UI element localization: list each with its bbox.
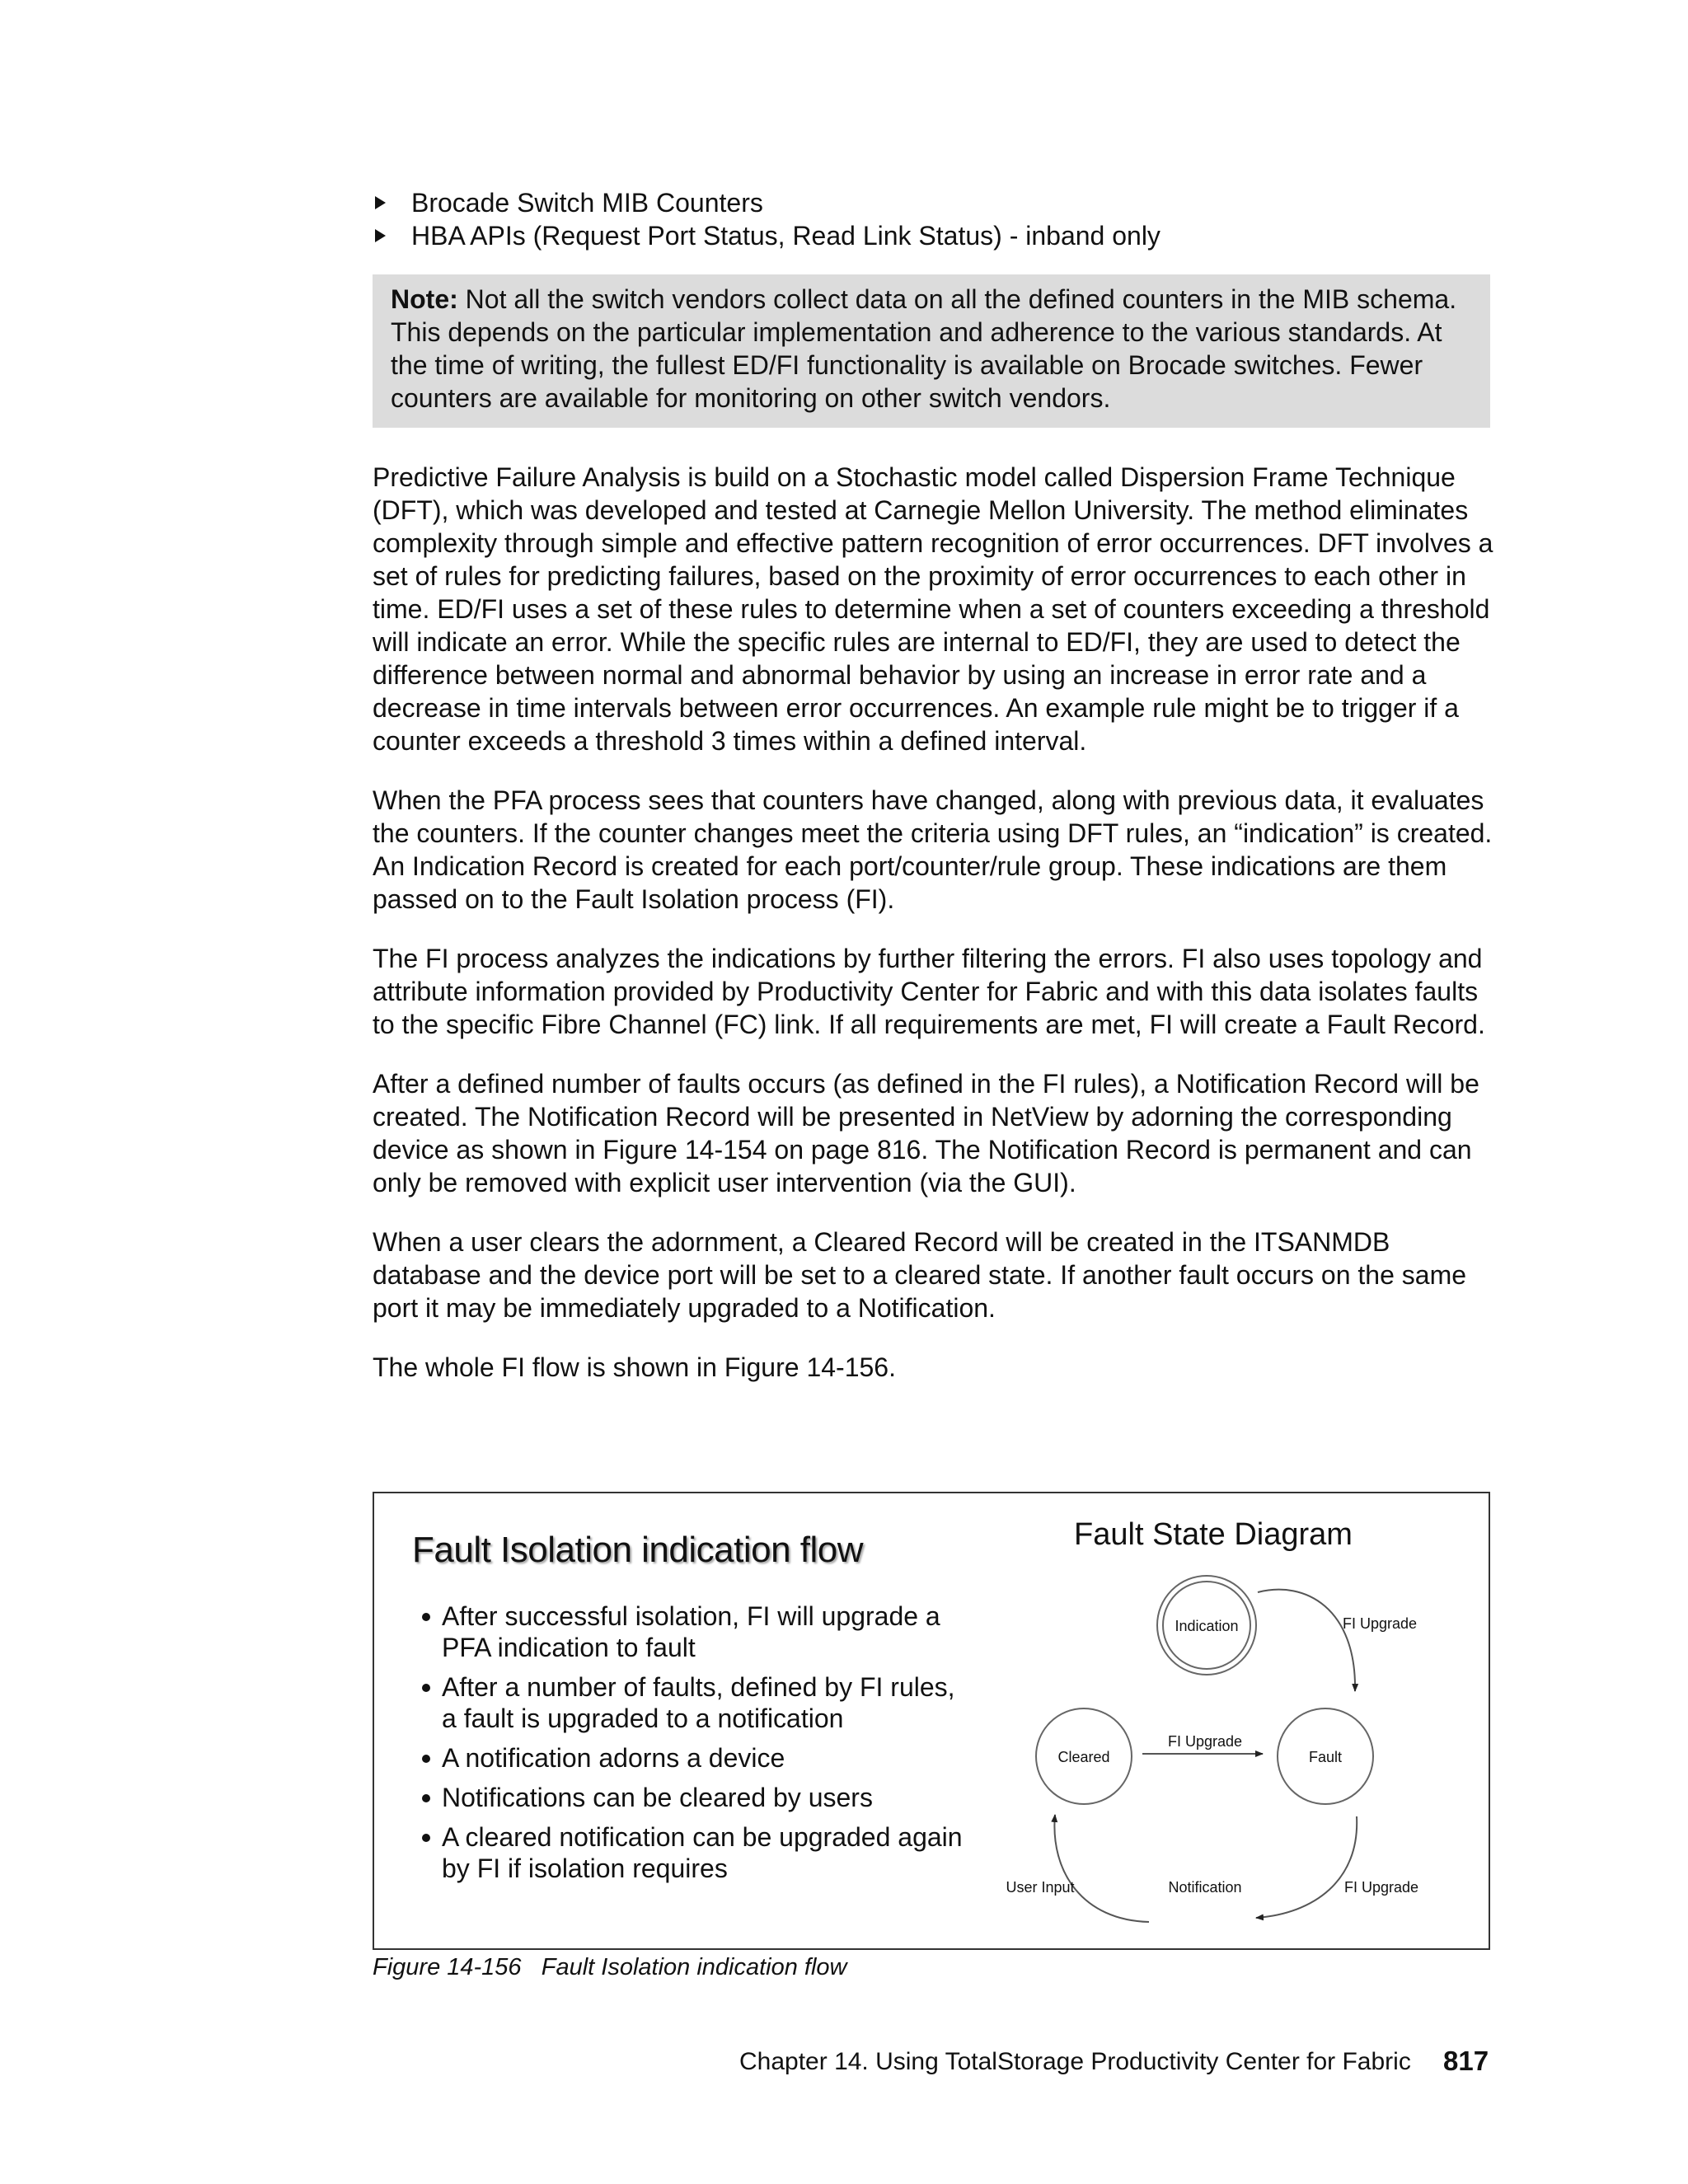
caption-text: Fault Isolation indication flow — [541, 1954, 847, 1980]
state-cleared — [1036, 1708, 1132, 1804]
state-fault-label: Fault — [1308, 1749, 1343, 1765]
arrow-fault-to-notification — [1256, 1816, 1357, 1918]
arrow-indication-to-fault — [1258, 1590, 1355, 1691]
caption-number: Figure 14-156 — [373, 1954, 522, 1980]
note-label: Note: — [391, 284, 458, 314]
paragraph-cleared: When a user clears the adornment, a Cleared Record will be created in the ITSANMDB database and the device port will be set to a cleared state. If another fault occurs on the same port it may be immediately upgraded to a Notification. — [373, 1227, 1467, 1323]
figure-title: Fault Isolation indication flow — [412, 1530, 864, 1570]
body-text — [373, 461, 1493, 1410]
paragraph-pfa-process: When the PFA process sees that counters have changed, along with previous data, it evaluates the counters. If the counter changes meet the criteria using DFT rules, an “indication” is created. An Indication Record is created for each port/counter/rule group. These indications are them passed on to the Fault Isolation process (FI). — [373, 785, 1493, 914]
triangle-bullet-icon — [375, 229, 386, 242]
transition-notification-to-cleared-label: User Input — [1006, 1879, 1075, 1896]
state-cleared-label: Cleared — [1057, 1749, 1110, 1765]
figure-bullet-text: Notifications can be cleared by users — [442, 1783, 873, 1812]
transition-fault-to-notification-label: FI Upgrade — [1343, 1879, 1419, 1896]
bullet-text: Brocade Switch MIB Counters — [411, 188, 763, 218]
note-text: Not all the switch vendors collect data on all the defined counters in the MIB schema. This depends on the particular implementation and adherence to the various standards. At the time of writing, the fullest ED/FI functionality is available on Brocade switches. Fewer counters are available for monitoring on other switch vendors. — [391, 284, 1457, 413]
figure-bullet-text: After a number of faults, defined by FI rules, a fault is upgraded to a notification — [442, 1672, 955, 1733]
page-number: 817 — [1443, 2046, 1489, 2076]
figure-bullet-text: A cleared notification can be upgraded again by FI if isolation requires — [442, 1822, 963, 1883]
figure-bullet-text: A notification adorns a device — [442, 1743, 785, 1773]
diagram-title: Fault State Diagram — [1074, 1517, 1353, 1552]
bullet-text: HBA APIs (Request Port Status, Read Link Status) - inband only — [411, 221, 1160, 251]
figure-fault-isolation — [373, 1492, 1490, 1950]
footer-chapter-title: Chapter 14. Using TotalStorage Productivity Center for Fabric — [739, 2048, 1411, 2075]
arrow-notification-to-cleared — [1054, 1815, 1149, 1922]
state-indication-label: Indication — [1175, 1618, 1239, 1634]
paragraph-pfa-dft: Predictive Failure Analysis is build on a Stochastic model called Dispersion Frame Technique (DFT), which was developed and tested at Carnegie Mellon University. The method eliminates complexity through simple and effective pattern recognition of error occurrences. DFT involves a set of rules for predicting failures, based on the proximity of error occurrences to each other in time. ED/FI uses a set of these rules to determine when a set of counters exceeding a threshold will indicate an error. While the specific rules are internal to ED/FI, they are used to detect the difference between normal and abnormal behavior by using an increase in error rate and a decrease in time intervals between error occurrences. An example rule might be to trigger if a counter exceeds a threshold 3 times within a defined interval. — [373, 462, 1493, 756]
note-box — [373, 274, 1490, 428]
paragraph-notification: After a defined number of faults occurs (as defined in the FI rules), a Notification Record will be created. The Notification Record will be presented in NetView by adorning the corresponding device as shown in Figure 14-154 on page 816. The Notification Record is permanent and can only be removed with explicit user intervention (via the GUI). — [373, 1069, 1479, 1197]
state-notification-label: Notification — [1168, 1879, 1242, 1896]
figure-bullet-text: After successful isolation, FI will upgrade a PFA indication to fault — [442, 1601, 940, 1662]
bullet-item — [373, 219, 1494, 252]
fault-state-diagram — [374, 1493, 1489, 1948]
figure-caption — [373, 1954, 847, 1981]
bullet-list — [373, 186, 1494, 252]
triangle-bullet-icon — [375, 196, 386, 209]
paragraph-fi-flow: The whole FI flow is shown in Figure 14-156. — [373, 1352, 896, 1382]
state-fault — [1278, 1708, 1373, 1804]
transition-cleared-to-fault-label: FI Upgrade — [1167, 1733, 1243, 1750]
transition-indication-to-fault-label: FI Upgrade — [1342, 1615, 1418, 1632]
paragraph-fi-process: The FI process analyzes the indications by further filtering the errors. FI also uses topology and attribute information provided by Productivity Center for Fabric and with this data isolates faults to the specific Fibre Channel (FC) link. If all requirements are met, FI will create a Fault Record. — [373, 944, 1485, 1039]
bullet-item — [373, 186, 1494, 219]
state-indication — [1157, 1576, 1256, 1675]
